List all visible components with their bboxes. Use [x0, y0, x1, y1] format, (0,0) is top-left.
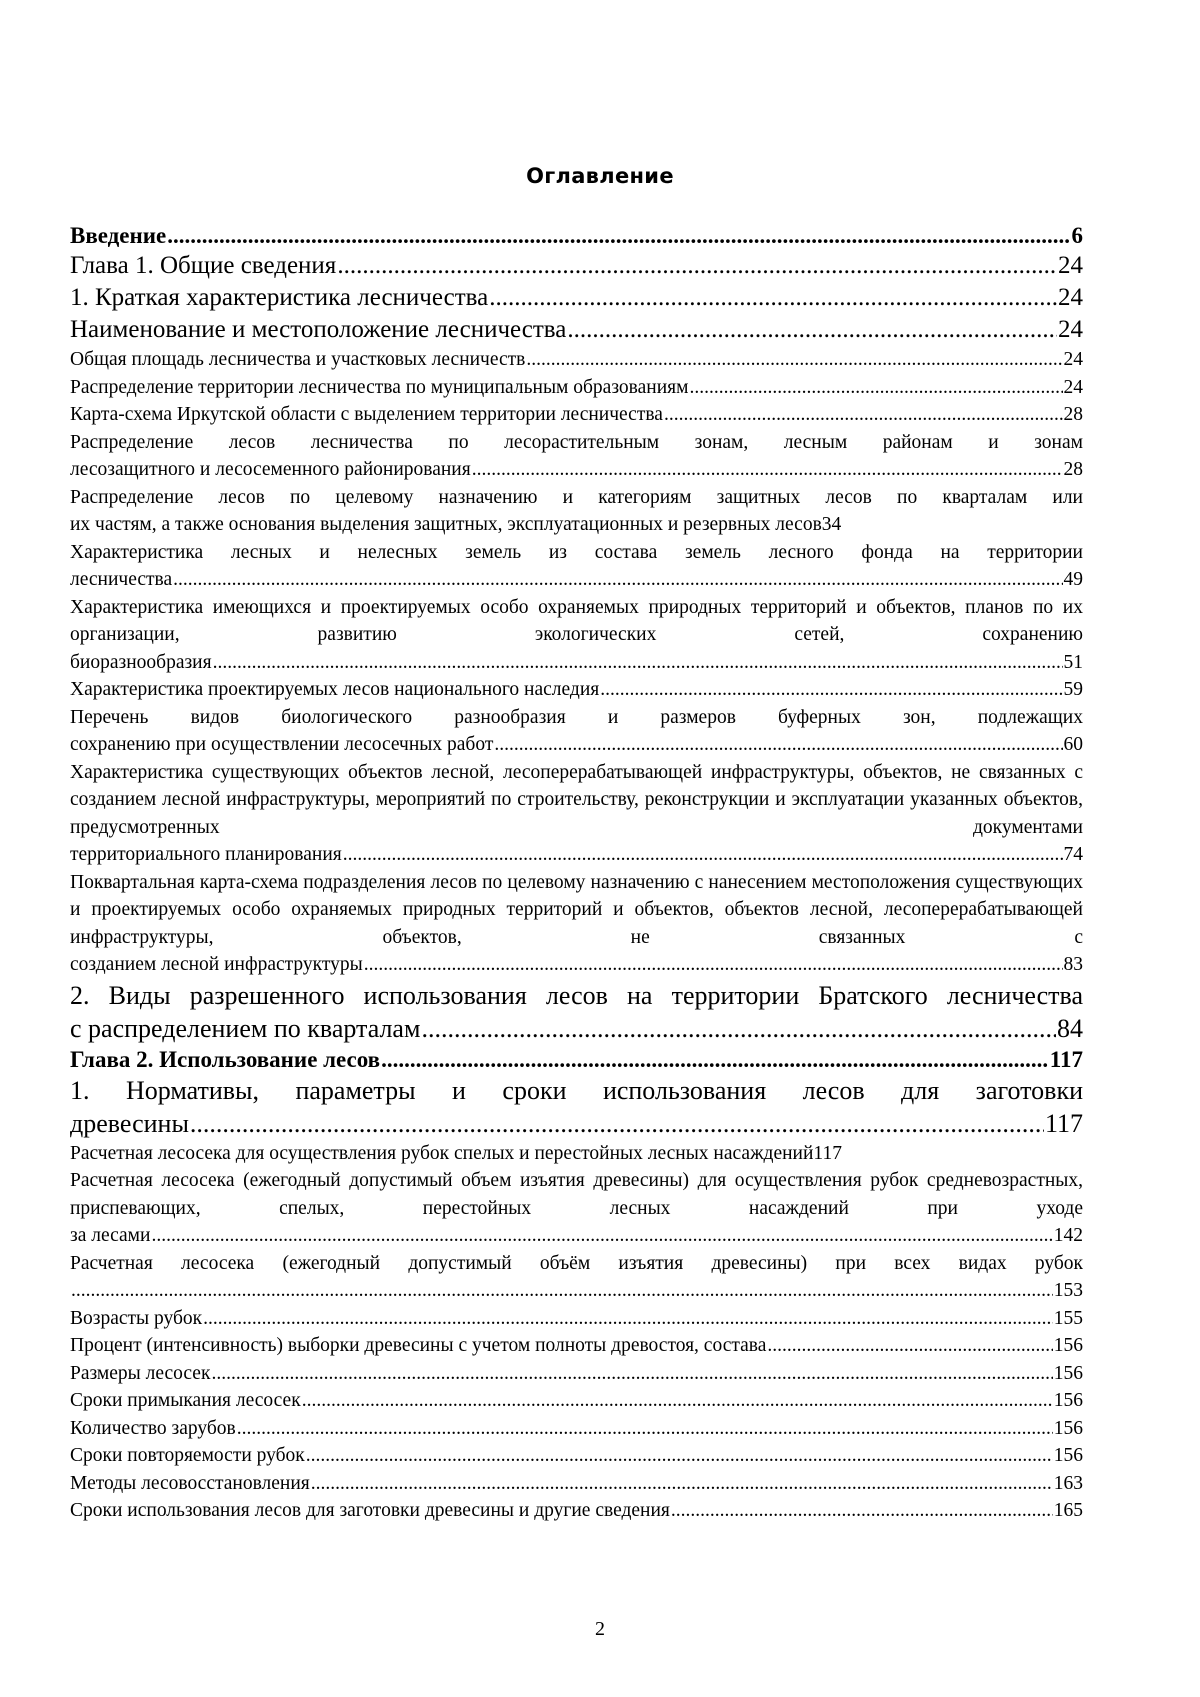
toc-entry-text: Общая площадь лесничества и участковых лесничеств	[70, 349, 526, 370]
toc-entry[interactable]	[70, 704, 1083, 759]
toc-entry-page: 24	[1058, 284, 1083, 311]
toc-entry-text-end: древесины	[70, 1108, 189, 1138]
toc-entry-text: Характеристика существующих объектов лесной, лесоперерабатывающей инфраструктуры, объектов, не связанных с созданием лесной инфраструктуры, мероприятий по строительству, реконструкции и эксплуатации указанных объектов, предусмотренных документами	[70, 761, 1083, 838]
toc-entry[interactable]	[70, 539, 1083, 594]
toc-entry-text: Распределение территории лесничества по муниципальным образованиям	[70, 376, 689, 398]
toc-entry-text-end: лесничества	[70, 569, 173, 590]
toc-entry-text-end: лесозащитного и лесосеменного районирования	[70, 459, 471, 480]
toc-entry-text: Методы лесовосстановления	[70, 1472, 310, 1494]
toc-entry-page: 59	[1063, 679, 1083, 700]
toc-entry[interactable]	[70, 374, 1083, 402]
toc-entry-page: 156	[1053, 1362, 1083, 1384]
table-of-contents	[70, 221, 1083, 1525]
toc-entry-page: 24	[1063, 349, 1083, 370]
toc-entry-text: 1. Нормативы, параметры и сроки использования лесов для заготовки	[70, 1075, 1083, 1105]
toc-entry[interactable]	[70, 1387, 1083, 1415]
toc-entry-page: 24	[1058, 316, 1083, 343]
toc-entry-text: Расчетная лесосека для осуществления рубок спелых и перестойных лесных насаждений117	[70, 1142, 842, 1164]
toc-entry[interactable]	[70, 1250, 1083, 1305]
toc-entry-text: Введение	[70, 223, 167, 248]
toc-entry[interactable]	[70, 429, 1083, 484]
toc-entry-text-end: биоразнообразия	[70, 651, 212, 673]
toc-entry[interactable]	[70, 282, 1083, 314]
toc-entry-text: Карта-схема Иркутской области с выделением территории лесничества	[70, 404, 663, 425]
toc-entry[interactable]	[70, 676, 1083, 704]
toc-entry[interactable]	[70, 979, 1083, 1045]
toc-entry-page: 117	[1044, 1108, 1083, 1138]
toc-entry-text: Сроки повторяемости рубок	[70, 1445, 305, 1466]
toc-entry[interactable]	[70, 401, 1083, 429]
toc-entry[interactable]	[70, 1074, 1083, 1140]
toc-entry-page: 84	[1057, 1013, 1083, 1043]
toc-entry[interactable]	[70, 314, 1083, 346]
toc-entry-page: 6	[1071, 223, 1083, 248]
toc-entry-page: 156	[1053, 1417, 1083, 1439]
toc-entry[interactable]	[70, 1305, 1083, 1333]
toc-entry[interactable]	[70, 1167, 1083, 1250]
toc-entry-page: 156	[1053, 1445, 1083, 1466]
toc-entry-page: 49	[1063, 569, 1083, 590]
toc-entry-page: 156	[1053, 1335, 1083, 1356]
toc-entry-text-end: с распределением по кварталам	[70, 1013, 421, 1043]
toc-entry-text: Наименование и местоположение лесничества	[70, 316, 567, 343]
toc-entry-page: 163	[1053, 1472, 1083, 1494]
page-number: 2	[595, 1618, 605, 1640]
toc-entry[interactable]	[70, 1332, 1083, 1360]
toc-entry-page: 28	[1063, 404, 1083, 425]
toc-entry-text: 1. Краткая характеристика лесничества	[70, 284, 489, 311]
toc-entry[interactable]	[70, 1442, 1083, 1470]
toc-entry-text-end: сохранению при осуществлении лесосечных работ	[70, 734, 494, 755]
toc-entry-page: 51	[1063, 651, 1083, 673]
toc-entry-text: Перечень видов биологического разнообразия и размеров буферных зон, подлежащих	[70, 706, 1083, 728]
toc-entry-text-end: за лесами	[70, 1225, 151, 1246]
toc-entry[interactable]	[70, 1497, 1083, 1525]
toc-entry-page: 117	[1049, 1046, 1083, 1072]
toc-entry-page: 24	[1058, 252, 1083, 279]
toc-entry-page: 28	[1063, 459, 1083, 480]
toc-entry-page: 165	[1053, 1500, 1083, 1521]
toc-entry-text: Характеристика имеющихся и проектируемых особо охраняемых природных территорий и объектов, планов по их организации, развитию экологических сетей, сохранению	[70, 596, 1083, 645]
toc-entry-page: 83	[1063, 954, 1083, 975]
toc-entry[interactable]	[70, 1470, 1083, 1498]
toc-entry-page: 153	[1053, 1280, 1083, 1301]
toc-entry[interactable]	[70, 869, 1083, 979]
toc-entry[interactable]	[70, 484, 1083, 539]
toc-entry-text: Расчетная лесосека (ежегодный допустимый объем изъятия древесины) для осуществления рубок средневозрастных, приспевающих, спелых, перестойных лесных насаждений при уходе	[70, 1170, 1083, 1219]
toc-entry-text: Поквартальная карта-схема подразделения лесов по целевому назначению с нанесением местоположения существующих и проектируемых особо охраняемых природных территорий и объектов, объектов лесной, лесоперерабатывающей инфраструктуры, объектов, не связанных с	[70, 871, 1083, 948]
toc-entry-text: Количество зарубов	[70, 1417, 236, 1439]
toc-entry-text: Распределение лесов лесничества по лесорастительным зонам, лесным районам и зонам	[70, 431, 1083, 453]
toc-entry[interactable]	[70, 346, 1083, 374]
toc-entry-text: Сроки использования лесов для заготовки древесины и другие сведения	[70, 1500, 670, 1521]
toc-entry-page: 156	[1053, 1390, 1083, 1411]
toc-entry-text: Сроки примыкания лесосек	[70, 1390, 301, 1411]
toc-entry-text-end: территориального планирования	[70, 844, 342, 865]
toc-entry-text: Размеры лесосек	[70, 1362, 211, 1384]
toc-entry-text: Глава 2. Использование лесов	[70, 1046, 381, 1072]
toc-entry-text: Характеристика проектируемых лесов национального наследия	[70, 679, 600, 700]
toc-entry-text: Процент (интенсивность) выборки древесины с учетом полноты древостоя, состава	[70, 1335, 767, 1356]
toc-entry-text: Распределение лесов по целевому назначению и категориям защитных лесов по кварталам или	[70, 486, 1083, 508]
toc-entry[interactable]	[70, 1360, 1083, 1388]
toc-entry-page: 60	[1063, 734, 1083, 755]
toc-entry-text-end: созданием лесной инфраструктуры	[70, 954, 363, 975]
toc-entry-page: 74	[1063, 844, 1083, 865]
toc-entry-page: 155	[1053, 1307, 1083, 1329]
toc-entry[interactable]	[70, 1140, 1083, 1168]
toc-entry-text: Расчетная лесосека (ежегодный допустимый объём изъятия древесины) при всех видах рубок	[70, 1252, 1083, 1274]
toc-title: Оглавление	[526, 164, 674, 188]
toc-entry-page: 142	[1053, 1225, 1083, 1246]
toc-entry[interactable]	[70, 1045, 1083, 1074]
toc-entry[interactable]	[70, 1415, 1083, 1443]
toc-entry-text: 2. Виды разрешенного использования лесов на территории Братского лесничества	[70, 980, 1083, 1010]
toc-entry-page: 24	[1063, 376, 1083, 398]
toc-entry-text: Глава 1. Общие сведения	[70, 252, 337, 279]
toc-entry-text: Возрасты рубок	[70, 1307, 203, 1329]
toc-entry-text: Характеристика лесных и нелесных земель из состава земель лесного фонда на территории	[70, 541, 1083, 563]
toc-entry[interactable]	[70, 594, 1083, 677]
toc-entry[interactable]	[70, 759, 1083, 869]
toc-entry[interactable]	[70, 221, 1083, 250]
toc-entry-text-end: их частям, а также основания выделения защитных, эксплуатационных и резервных лесов34	[70, 514, 842, 535]
toc-entry[interactable]	[70, 250, 1083, 282]
